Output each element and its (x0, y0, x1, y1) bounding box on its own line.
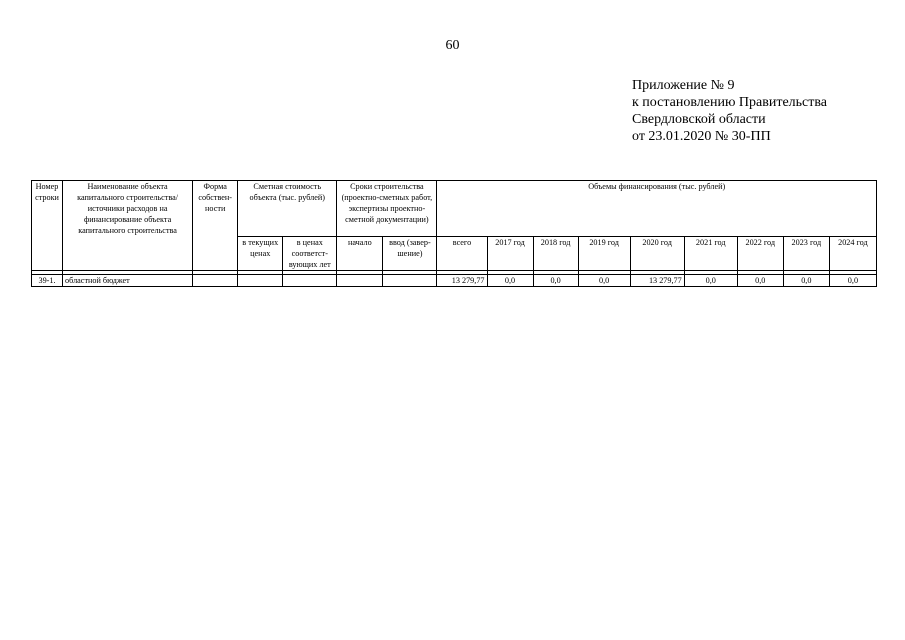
header-row-number: Номер строки (32, 181, 63, 271)
header-year-2024: 2024 год (829, 237, 876, 271)
row-2024-cell: 0,0 (829, 275, 876, 287)
appendix-region: Свердловской области (632, 112, 766, 127)
header-year-2023: 2023 год (783, 237, 829, 271)
row-2019-cell: 0,0 (578, 275, 630, 287)
header-construction-terms: Сроки строительства (проектно-сметных работ, экспертизы проектно-сметной документации) (337, 181, 437, 237)
row-name-cell: областной бюджет (63, 275, 193, 287)
header-year-2019: 2019 год (578, 237, 630, 271)
header-year-2020: 2020 год (630, 237, 684, 271)
header-total: всего (437, 237, 487, 271)
header-cost-years: в ценах соответст-вующих лет (283, 237, 337, 271)
row-2017-cell: 0,0 (487, 275, 533, 287)
header-term-start: начало (337, 237, 383, 271)
row-cost-current-cell (238, 275, 283, 287)
row-number-cell: 39-1. (32, 275, 63, 287)
page-number: 60 (445, 38, 460, 53)
row-total-cell: 13 279,77 (437, 275, 487, 287)
header-year-2018: 2018 год (533, 237, 578, 271)
header-year-2021: 2021 год (684, 237, 737, 271)
header-year-2022: 2022 год (737, 237, 783, 271)
header-financing: Объемы финансирования (тыс. рублей) (437, 181, 877, 237)
appendix-resolution: к постановлению Правительства (632, 95, 828, 110)
header-term-end: ввод (завер-шение) (383, 237, 437, 271)
header-year-2017: 2017 год (487, 237, 533, 271)
financing-table (31, 180, 877, 287)
row-2021-cell: 0,0 (684, 275, 737, 287)
appendix-title: Приложение № 9 (632, 78, 735, 93)
row-ownership-cell (193, 275, 238, 287)
row-term-end-cell (383, 275, 437, 287)
header-cost-current: в текущих ценах (238, 237, 283, 271)
row-cost-years-cell (283, 275, 337, 287)
row-2018-cell: 0,0 (533, 275, 578, 287)
row-term-start-cell (337, 275, 383, 287)
header-estimated-cost: Сметная стоимость объекта (тыс. рублей) (238, 181, 337, 237)
appendix-header (632, 77, 827, 145)
header-ownership: Форма собствен-ности (193, 181, 238, 271)
row-2022-cell: 0,0 (737, 275, 783, 287)
header-row-1 (32, 181, 877, 237)
row-2023-cell: 0,0 (783, 275, 829, 287)
header-object-name: Наименование объекта капитального строительства/ источники расходов на финансирование объекта капитального строительства (63, 181, 193, 271)
row-2020-cell: 13 279,77 (630, 275, 684, 287)
table-row (32, 275, 877, 287)
appendix-date: от 23.01.2020 № 30-ПП (632, 129, 771, 144)
